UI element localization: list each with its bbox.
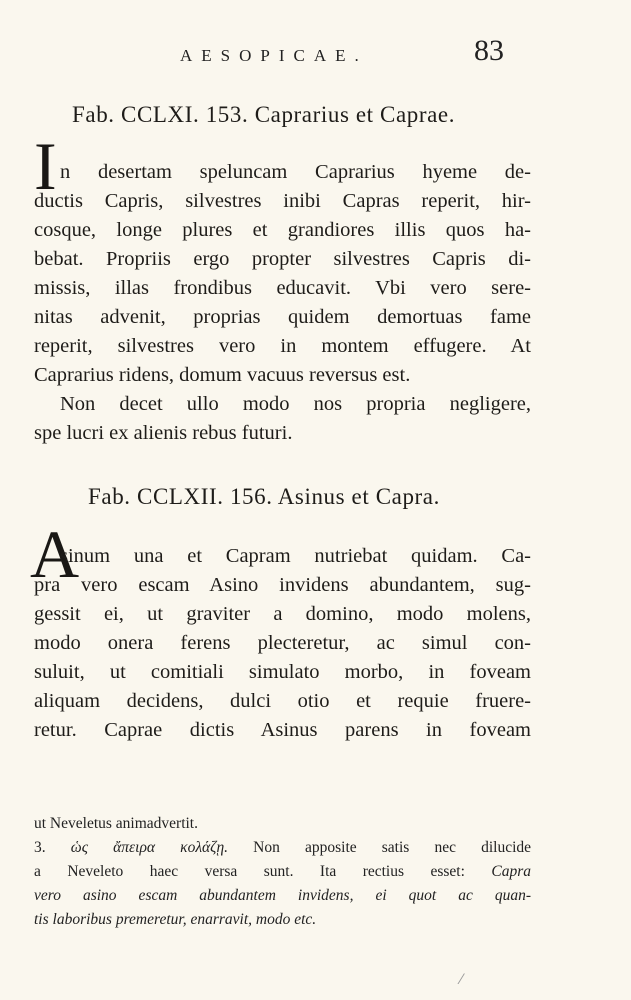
- fable-1-dropcap: I: [34, 128, 57, 204]
- fable-2-line: aliquam decidens, dulci otio et requie fruere-: [34, 690, 531, 712]
- fable-1-line: cosque, longe plures et grandiores illis quos ha-: [34, 219, 531, 241]
- fable-1-title: Fab. CCLXI. 153. Caprarius et Caprae.: [72, 102, 456, 127]
- fable-1-line: reperit, silvestres vero in montem effugere. At: [34, 335, 531, 357]
- corner-mark: ⁄: [460, 972, 463, 988]
- page-number: 83: [474, 34, 504, 67]
- fable-2-line: retur. Caprae dictis Asinus parens in foveam: [34, 719, 531, 741]
- fable-1-line: Caprarius ridens, domum vacuus reversus est.: [34, 364, 411, 386]
- footnote-line: tis laboribus premeretur, enarravit, modo etc.: [34, 911, 317, 928]
- footnote-text: Non apposite satis nec dilucide: [253, 839, 532, 856]
- footnote-line: vero asino escam abundantem invidens, ei quot ac quan-: [34, 887, 531, 904]
- footnote-line: [34, 836, 531, 860]
- fable-1-moral-line: Non decet ullo modo nos propria negligere,: [60, 393, 531, 415]
- footnote-italic: Capra: [491, 863, 532, 880]
- footnote-text: a Neveleto haec versa sunt. Ita rectius esset:: [34, 863, 465, 880]
- fable-2-dropcap: A: [30, 516, 80, 592]
- fable-1-moral-line: spe lucri ex alienis rebus futuri.: [34, 422, 293, 444]
- fable-1-line: missis, illas frondibus educavit. Vbi vero sere-: [34, 277, 531, 299]
- footnote-ref: 3.: [34, 839, 46, 856]
- running-head: AESOPICAE.: [180, 46, 368, 65]
- footnote-greek: ὡς ἄπειρα κολάζῃ.: [70, 839, 229, 856]
- fable-1-line: n desertam speluncam Caprarius hyeme de-: [60, 161, 531, 183]
- fable-2-line: gessit ei, ut graviter a domino, modo molens,: [34, 603, 531, 625]
- fable-1-line: ductis Capris, silvestres inibi Capras reperit, hir-: [34, 190, 531, 212]
- fable-1-line: nitas advenit, proprias quidem demortuas fame: [34, 306, 531, 328]
- fable-2-title: Fab. CCLXII. 156. Asinus et Capra.: [88, 484, 440, 509]
- fable-2-line: pra vero escam Asino invidens abundantem, sug-: [34, 574, 531, 596]
- fable-2-line: suluit, ut comitiali simulato morbo, in foveam: [34, 661, 531, 683]
- fable-1-line: bebat. Propriis ergo propter silvestres Capris di-: [34, 248, 531, 270]
- fable-2-line: sinum una et Capram nutriebat quidam. Ca-: [60, 545, 531, 567]
- footnote-line: ut Neveletus animadvertit.: [34, 815, 198, 832]
- footnote-line: [34, 860, 531, 884]
- fable-2-line: modo onera ferens plecteretur, ac simul con-: [34, 632, 531, 654]
